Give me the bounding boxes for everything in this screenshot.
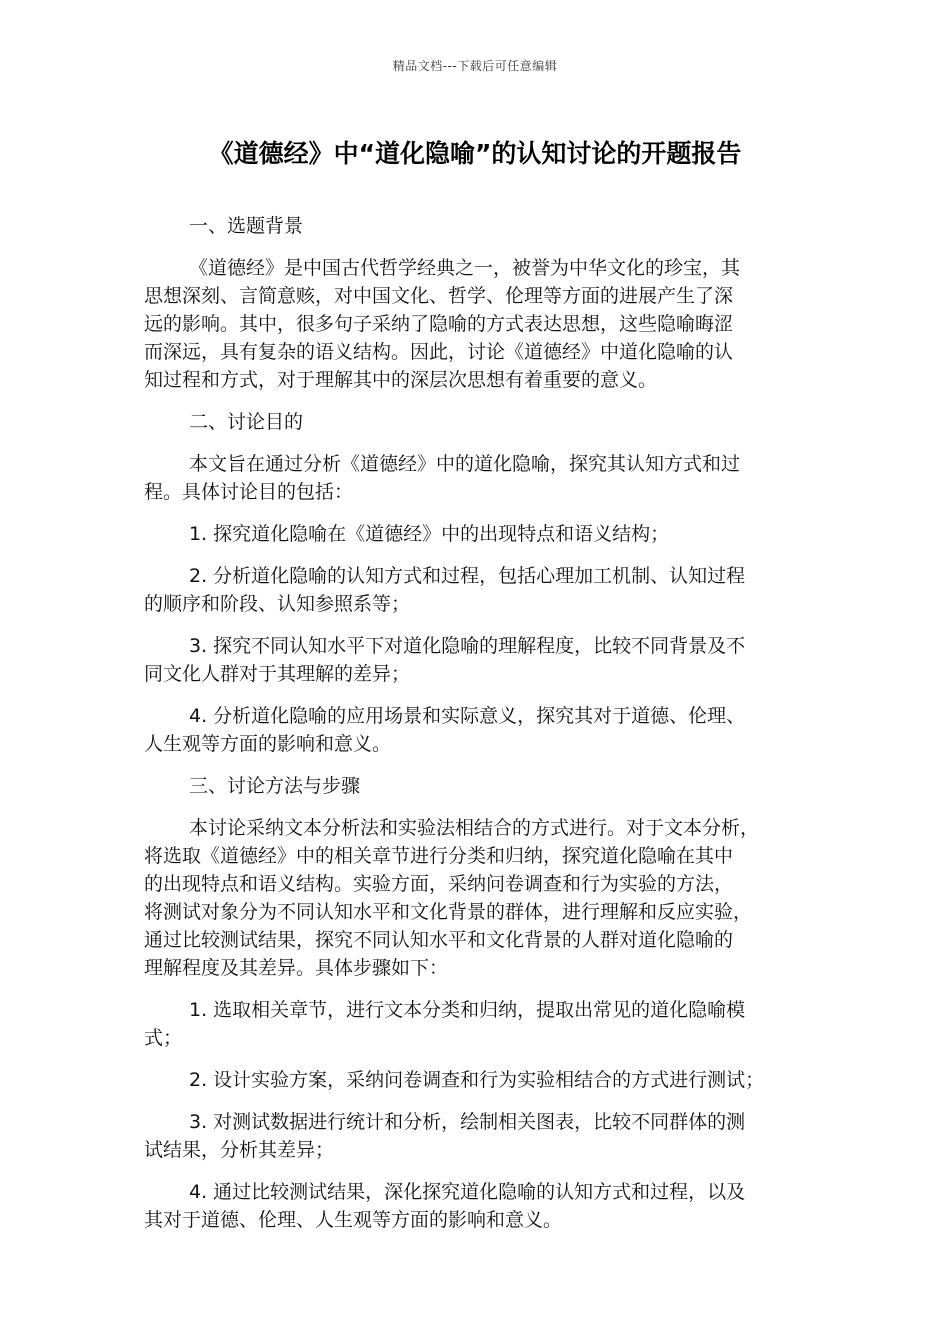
section-heading-purpose: 二、讨论目的 [189,411,304,433]
text-line: 通过比较测试结果，探究不同认知水平和文化背景的人群对道化隐喻的 [144,929,734,951]
paragraph-background [144,254,810,394]
list-item-purpose-3 [144,632,810,688]
section-heading-background: 一、选题背景 [189,215,304,237]
section-heading-methods: 三、讨论方法与步骤 [189,775,361,797]
text-line: 试结果，分析其差异； [144,1139,335,1161]
text-line: 其对于道德、伦理、人生观等方面的影响和意义。 [144,1209,563,1231]
header-note: 精品文档---下载后可任意编辑 [392,59,558,73]
text-line: 人生观等方面的影响和意义。 [144,733,392,755]
paragraph-methods-intro [144,814,810,982]
text-line: 本文旨在通过分析《道德经》中的道化隐喻，探究其认知方式和过 [189,453,741,475]
paragraph-purpose-intro [144,450,810,506]
text-line: 思想深刻、言简意赅，对中国文化、哲学、伦理等方面的进展产生了深 [144,285,734,307]
text-line: 而深远，具有复杂的语义结构。因此，讨论《道德经》中道化隐喻的认 [144,341,734,363]
text-line: 本讨论采纳文本分析法和实验法相结合的方式进行。对于文本分析， [189,817,760,839]
text-line: 3. 对测试数据进行统计和分析，绘制相关图表，比较不同群体的测 [189,1111,746,1133]
text-line: 的出现特点和语义结构。实验方面，采纳问卷调查和行为实验的方法， [144,873,734,895]
document-title: 《道德经》中“道化隐喻”的认知讨论的开题报告 [208,139,742,168]
text-line: 4. 通过比较测试结果，深化探究道化隐喻的认知方式和过程，以及 [189,1181,746,1203]
text-line: 1. 探究道化隐喻在《道德经》中的出现特点和语义结构； [189,523,670,545]
text-line: 远的影响。其中，很多句子采纳了隐喻的方式表达思想，这些隐喻晦涩 [144,313,734,335]
list-item-purpose-2 [144,562,810,618]
text-line: 的顺序和阶段、认知参照系等； [144,593,411,615]
list-item-step-4 [144,1178,810,1234]
text-line: 知过程和方式，对于理解其中的深层次思想有着重要的意义。 [144,369,658,391]
text-line: 将选取《道德经》中的相关章节进行分类和归纳，探究道化隐喻在其中 [144,845,734,867]
text-line: 1. 选取相关章节，进行文本分类和归纳，提取出常见的道化隐喻模 [189,999,746,1021]
text-line: 4. 分析道化隐喻的应用场景和实际意义，探究其对于道德、伦理、 [189,705,746,727]
text-line: 2. 分析道化隐喻的认知方式和过程，包括心理加工机制、认知过程 [189,565,746,587]
text-line: 2. 设计实验方案，采纳问卷调查和行为实验相结合的方式进行测试； [189,1069,765,1091]
text-line: 3. 探究不同认知水平下对道化隐喻的理解程度，比较不同背景及不 [189,635,746,657]
list-item-step-2 [144,1066,810,1094]
text-line: 程。具体讨论目的包括： [144,481,354,503]
list-item-step-3 [144,1108,810,1164]
document-body [144,212,810,1248]
text-line: 理解程度及其差异。具体步骤如下： [144,957,449,979]
text-line: 式； [144,1027,183,1049]
list-item-purpose-1 [144,520,810,548]
text-line: 将测试对象分为不同认知水平和文化背景的群体，进行理解和反应实验， [144,901,753,923]
list-item-step-1 [144,996,810,1052]
text-line: 同文化人群对于其理解的差异； [144,663,411,685]
text-line: 《道德经》是中国古代哲学经典之一，被誉为中华文化的珍宝，其 [189,257,741,279]
list-item-purpose-4 [144,702,810,758]
